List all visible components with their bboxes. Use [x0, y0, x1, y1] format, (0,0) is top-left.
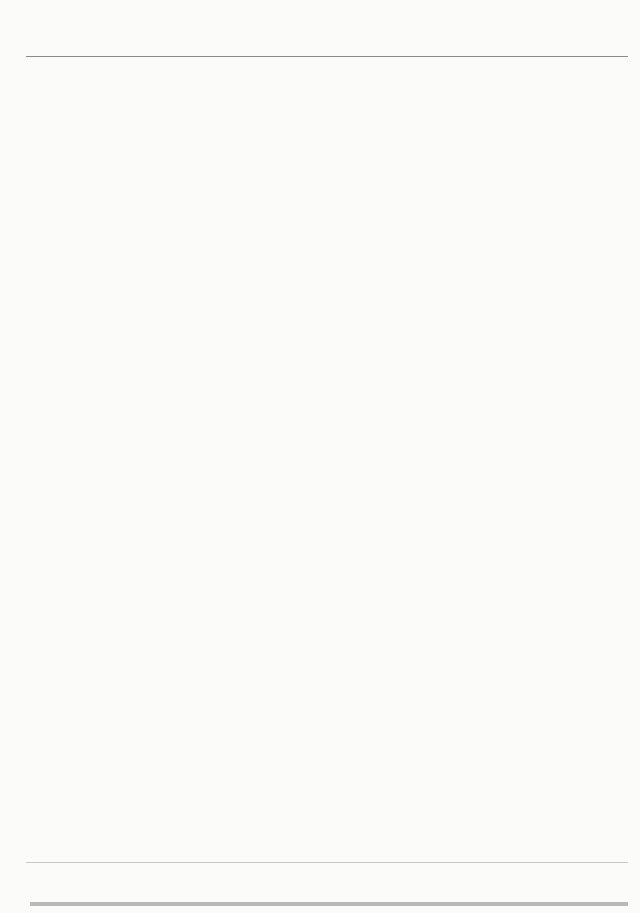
test-time: [240, 34, 245, 45]
footer-divider: [26, 862, 628, 863]
report-header: [28, 34, 624, 52]
header-divider: [26, 56, 628, 57]
report-number: [444, 34, 449, 45]
footer-bar: [30, 902, 628, 906]
